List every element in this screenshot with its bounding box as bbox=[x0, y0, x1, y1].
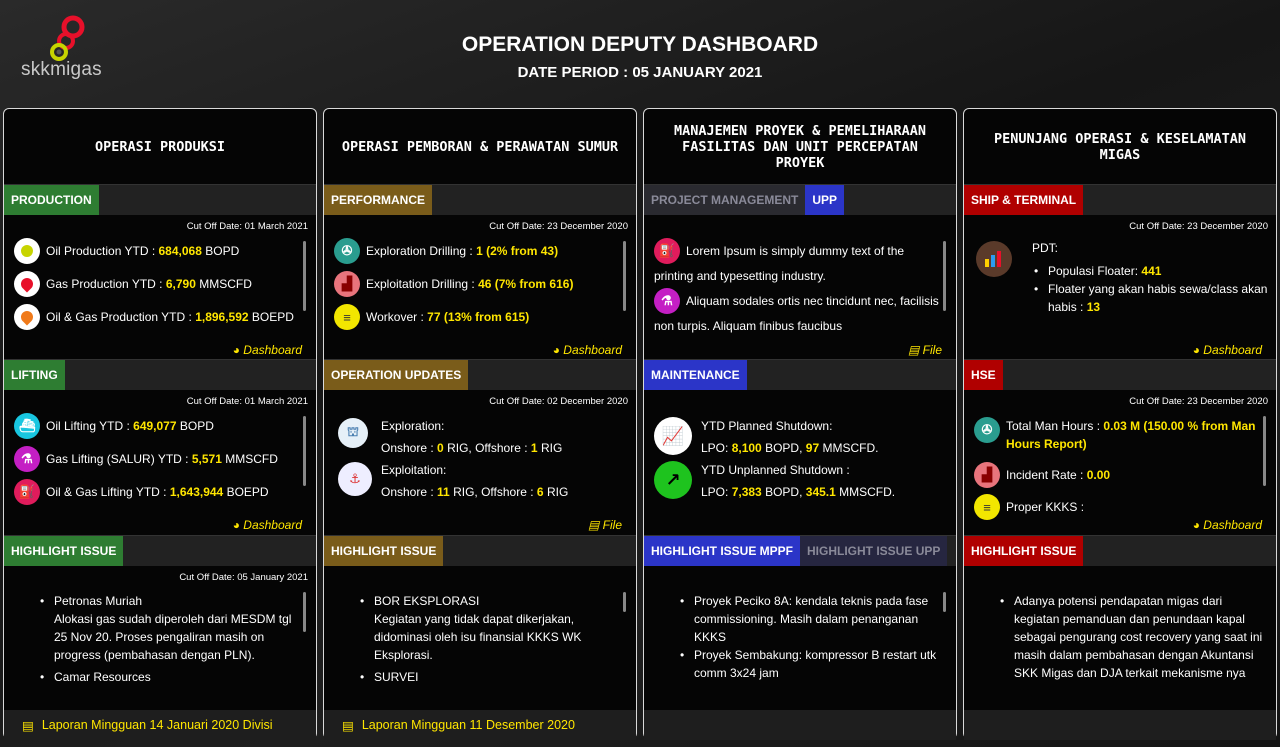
highlight-issue-section bbox=[964, 535, 1276, 740]
row-value: 1 (2% from 43) bbox=[476, 244, 559, 258]
row-value: 77 (13% from 615) bbox=[427, 310, 530, 324]
row-unit: BOPD bbox=[205, 244, 240, 258]
row-label: Gas Production YTD : bbox=[46, 277, 163, 291]
row-value: 46 (7% from 616) bbox=[478, 277, 574, 291]
issue-list bbox=[998, 592, 1264, 682]
pdt-block bbox=[1032, 239, 1270, 316]
project-line: non turpis. Aliquam finibus faucibus bbox=[654, 319, 843, 333]
factory-icon: ▟ bbox=[974, 462, 1000, 488]
list-item: • SURVEI bbox=[358, 668, 618, 686]
list-item: • BOR EKSPLORASI Kegiatan yang tidak dapat dikerjakan, didominasi oleh isu finansial KKKS WK Eksplorasi. bbox=[358, 592, 618, 664]
exploration-drilling-row bbox=[334, 238, 558, 264]
pump-icon: ⛽ bbox=[654, 238, 680, 264]
row-label: Exploitation Drilling : bbox=[366, 277, 475, 291]
row-value: 649,077 bbox=[133, 419, 177, 433]
row-label: Proper KKKS : bbox=[1006, 500, 1085, 514]
list-item: • Populasi Floater: 441 bbox=[1032, 262, 1270, 280]
row-value: 1,896,592 bbox=[195, 310, 249, 324]
list-item: • Adanya potensi pendapatan migas dari kegiatan pemanduan dan penundaan kapal sebagai pengurang cost recovery yang saat ini masih dalam pembahasan dengan Akuntansi SKK Migas dan DJA terkait mekanisme nya bbox=[998, 592, 1264, 682]
oil-gas-pin-icon bbox=[14, 304, 40, 330]
row-unit: MMSCFD bbox=[199, 277, 252, 291]
gas-lifting-row bbox=[14, 446, 278, 472]
document-icon: ≡ bbox=[974, 494, 1000, 520]
column-title: OPERASI PRODUKSI bbox=[94, 138, 226, 155]
date-period: DATE PERIOD : 05 JANUARY 2021 bbox=[517, 64, 763, 81]
offshore-platform-icon: ⚓ bbox=[338, 462, 372, 496]
tab-upp[interactable]: UPP bbox=[805, 185, 844, 215]
ship-terminal-section bbox=[964, 184, 1276, 359]
scrollbar[interactable] bbox=[303, 241, 306, 311]
pump-icon: ⛽ bbox=[14, 479, 40, 505]
exploitation-block: Exploitation: Onshore : 11 RIG, Offshore : 6 RIG bbox=[381, 463, 569, 499]
column-title: OPERASI PEMBORAN & PERAWATAN SUMUR bbox=[341, 138, 619, 155]
row-unit: BOEPD bbox=[226, 485, 269, 499]
weekly-report-link[interactable]: ▤ Laporan Mingguan 11 Desember 2020 bbox=[324, 710, 636, 740]
tab-production[interactable]: PRODUCTION bbox=[4, 185, 99, 215]
cutoff-date: Cut Off Date: 23 December 2020 bbox=[1129, 396, 1268, 407]
tanker-icon: ⛴ bbox=[14, 413, 40, 439]
dashboard-link[interactable]: ◕ Dashboard bbox=[1192, 518, 1262, 532]
row-label: Exploration Drilling : bbox=[366, 244, 473, 258]
footer-bar bbox=[644, 710, 956, 740]
row-value: 5,571 bbox=[191, 452, 222, 466]
file-icon: ▤ bbox=[342, 718, 354, 733]
exploration-block: Exploration: Onshore : 0 RIG, Offshore : 1 RIG bbox=[381, 419, 563, 455]
row-value: 6,790 bbox=[165, 277, 196, 291]
document-icon: ≡ bbox=[334, 304, 360, 330]
list-item: • Camar Resources bbox=[38, 668, 298, 686]
maintenance-section bbox=[644, 359, 956, 535]
file-icon: ▤ bbox=[22, 718, 34, 733]
production-section bbox=[4, 184, 316, 359]
scrollbar[interactable] bbox=[303, 592, 306, 632]
tab-operation-updates[interactable]: OPERATION UPDATES bbox=[324, 360, 468, 390]
row-unit: BOEPD bbox=[251, 310, 294, 324]
scrollbar[interactable] bbox=[943, 592, 946, 612]
project-line: ⛽ Lorem Ipsum is simply dummy text of the bbox=[654, 238, 904, 264]
hse-list bbox=[964, 410, 1264, 515]
tab-performance[interactable]: PERFORMANCE bbox=[324, 185, 432, 215]
column-title: MANAJEMEN PROYEK & PEMELIHARAAN FASILITAS DAN UNIT PERCEPATAN PROYEK bbox=[674, 122, 926, 171]
file-link[interactable]: ▤ File bbox=[907, 343, 942, 357]
chart-icon: 📈 bbox=[654, 417, 692, 455]
column-title: PENUNJANG OPERASI & KESELAMATAN MIGAS bbox=[994, 130, 1246, 163]
logo-text: skkmigas bbox=[21, 59, 102, 80]
scrollbar[interactable] bbox=[1263, 416, 1266, 486]
oil-production-row bbox=[14, 238, 239, 264]
list-item: • Petronas Muriah Alokasi gas sudah diperoleh dari MESDM tgl 25 Nov 20. Proses pengaliran masih on progress (pembahasan dengan PLN). bbox=[38, 592, 298, 664]
list-item: • Floater yang akan habis sewa/class akan habis : 13 bbox=[1032, 280, 1270, 316]
highlight-issue-section bbox=[324, 535, 636, 740]
scrollbar[interactable] bbox=[943, 241, 946, 311]
highlight-issue-section bbox=[644, 535, 956, 740]
performance-section bbox=[324, 184, 636, 359]
cutoff-date: Cut Off Date: 01 March 2021 bbox=[186, 396, 308, 407]
dashboard-link[interactable]: ◕ Dashboard bbox=[1192, 343, 1262, 357]
tab-highlight-issue[interactable]: HIGHLIGHT ISSUE bbox=[324, 536, 443, 566]
cutoff-date: Cut Off Date: 23 December 2020 bbox=[489, 221, 628, 232]
unplanned-shutdown: YTD Unplanned Shutdown : LPO: 7,383 BOPD, 345.1 MMSCFD. bbox=[701, 463, 896, 499]
exploration-rig-icon: ⛫ bbox=[338, 418, 368, 448]
dashboard-header bbox=[0, 0, 1280, 104]
scrollbar[interactable] bbox=[623, 592, 626, 612]
dashboard-link[interactable]: ◕ Dashboard bbox=[552, 343, 622, 357]
incident-rate-row bbox=[974, 462, 1110, 488]
column-manajemen-proyek bbox=[643, 108, 957, 739]
row-label: Total Man Hours : bbox=[1006, 419, 1101, 433]
project-text-area bbox=[644, 235, 944, 333]
tab-maintenance[interactable]: MAINTENANCE bbox=[644, 360, 747, 390]
row-value: 1,643,944 bbox=[169, 485, 224, 499]
column-operasi-pemboran bbox=[323, 108, 637, 739]
row-value: 0.03 M (150.00 % from Man Hours Report) bbox=[1006, 419, 1256, 451]
workover-row bbox=[334, 304, 529, 330]
clock-icon: ✇ bbox=[974, 417, 1000, 443]
pdt-label: PDT: bbox=[1032, 241, 1059, 255]
exploitation-drilling-row bbox=[334, 271, 573, 297]
dashboard-link[interactable]: ◕ Dashboard bbox=[232, 518, 302, 532]
proper-kkks-row bbox=[974, 494, 1084, 520]
column-operasi-produksi bbox=[3, 108, 317, 739]
project-line: ⚗ Aliquam sodales ortis nec tincidunt nec, facilisis bbox=[654, 288, 939, 314]
cutoff-date: Cut Off Date: 02 December 2020 bbox=[489, 396, 628, 407]
oil-gas-production-row bbox=[14, 304, 294, 330]
row-unit: BOPD bbox=[179, 419, 214, 433]
cutoff-date: Cut Off Date: 23 December 2020 bbox=[1129, 221, 1268, 232]
row-value: 0.00 bbox=[1086, 468, 1111, 482]
tab-highlight-issue-mppf[interactable]: HIGHLIGHT ISSUE MPPF bbox=[644, 536, 800, 566]
trend-icon: ↗ bbox=[654, 461, 692, 499]
dashboard-link[interactable]: ◕ Dashboard bbox=[232, 343, 302, 357]
drill-icon: ✇ bbox=[334, 238, 360, 264]
list-item: • Proyek Sembakung: kompressor B restart utk comm 3x24 jam bbox=[678, 646, 938, 682]
scrollbar[interactable] bbox=[303, 416, 306, 486]
lifting-section bbox=[4, 359, 316, 535]
page-title: OPERATION DEPUTY DASHBOARD bbox=[461, 33, 819, 56]
oil-lifting-row bbox=[14, 413, 214, 439]
row-label: Gas Lifting (SALUR) YTD : bbox=[46, 452, 189, 466]
tab-highlight-issue[interactable]: HIGHLIGHT ISSUE bbox=[964, 536, 1083, 566]
row-label: Oil & Gas Production YTD : bbox=[46, 310, 192, 324]
highlight-issue-section bbox=[4, 535, 316, 740]
oil-gas-lifting-row bbox=[14, 479, 269, 505]
planned-shutdown: YTD Planned Shutdown: LPO: 8,100 BOPD, 97 MMSCFD. bbox=[701, 419, 879, 455]
issue-list bbox=[38, 592, 298, 686]
project-line: printing and typesetting industry. bbox=[654, 269, 826, 283]
tab-project-management[interactable]: PROJECT MANAGEMENT bbox=[644, 185, 805, 215]
tab-highlight-issue-upp[interactable]: HIGHLIGHT ISSUE UPP bbox=[800, 536, 947, 566]
cutoff-date: Cut Off Date: 01 March 2021 bbox=[186, 221, 308, 232]
row-label: Oil Production YTD : bbox=[46, 244, 156, 258]
weekly-report-link[interactable]: ▤ Laporan Mingguan 14 Januari 2020 Divisi bbox=[4, 710, 316, 740]
scrollbar[interactable] bbox=[623, 241, 626, 311]
tab-hse[interactable]: HSE bbox=[964, 360, 1003, 390]
footer-bar bbox=[964, 710, 1276, 740]
oil-drop-icon bbox=[14, 238, 40, 264]
gas-tank-icon: ⚗ bbox=[14, 446, 40, 472]
row-label: Oil Lifting YTD : bbox=[46, 419, 130, 433]
bar-chart-icon bbox=[976, 241, 1012, 277]
tab-lifting[interactable]: LIFTING bbox=[4, 360, 65, 390]
issue-list bbox=[678, 592, 938, 682]
list-item: • Proyek Peciko 8A: kendala teknis pada fase commissioning. Masih dalam penanganan KKKS bbox=[678, 592, 938, 646]
row-label: Workover : bbox=[366, 310, 424, 324]
row-label: Incident Rate : bbox=[1006, 468, 1084, 482]
factory-icon: ▟ bbox=[334, 271, 360, 297]
tab-ship-terminal[interactable]: SHIP & TERMINAL bbox=[964, 185, 1083, 215]
cutoff-date: Cut Off Date: 05 January 2021 bbox=[179, 572, 308, 583]
gas-production-row bbox=[14, 271, 252, 297]
column-penunjang-operasi bbox=[963, 108, 1277, 739]
row-value: 684,068 bbox=[158, 244, 202, 258]
tab-highlight-issue[interactable]: HIGHLIGHT ISSUE bbox=[4, 536, 123, 566]
row-unit: MMSCFD bbox=[225, 452, 278, 466]
file-link[interactable]: ▤ File bbox=[587, 518, 622, 532]
gas-pin-icon bbox=[14, 271, 40, 297]
project-management-section bbox=[644, 184, 956, 359]
operation-updates-section bbox=[324, 359, 636, 535]
hse-section bbox=[964, 359, 1276, 535]
issue-list bbox=[358, 592, 618, 686]
row-label: Oil & Gas Lifting YTD : bbox=[46, 485, 167, 499]
man-hours-row bbox=[974, 417, 1259, 453]
gas-tank-icon: ⚗ bbox=[654, 288, 680, 314]
